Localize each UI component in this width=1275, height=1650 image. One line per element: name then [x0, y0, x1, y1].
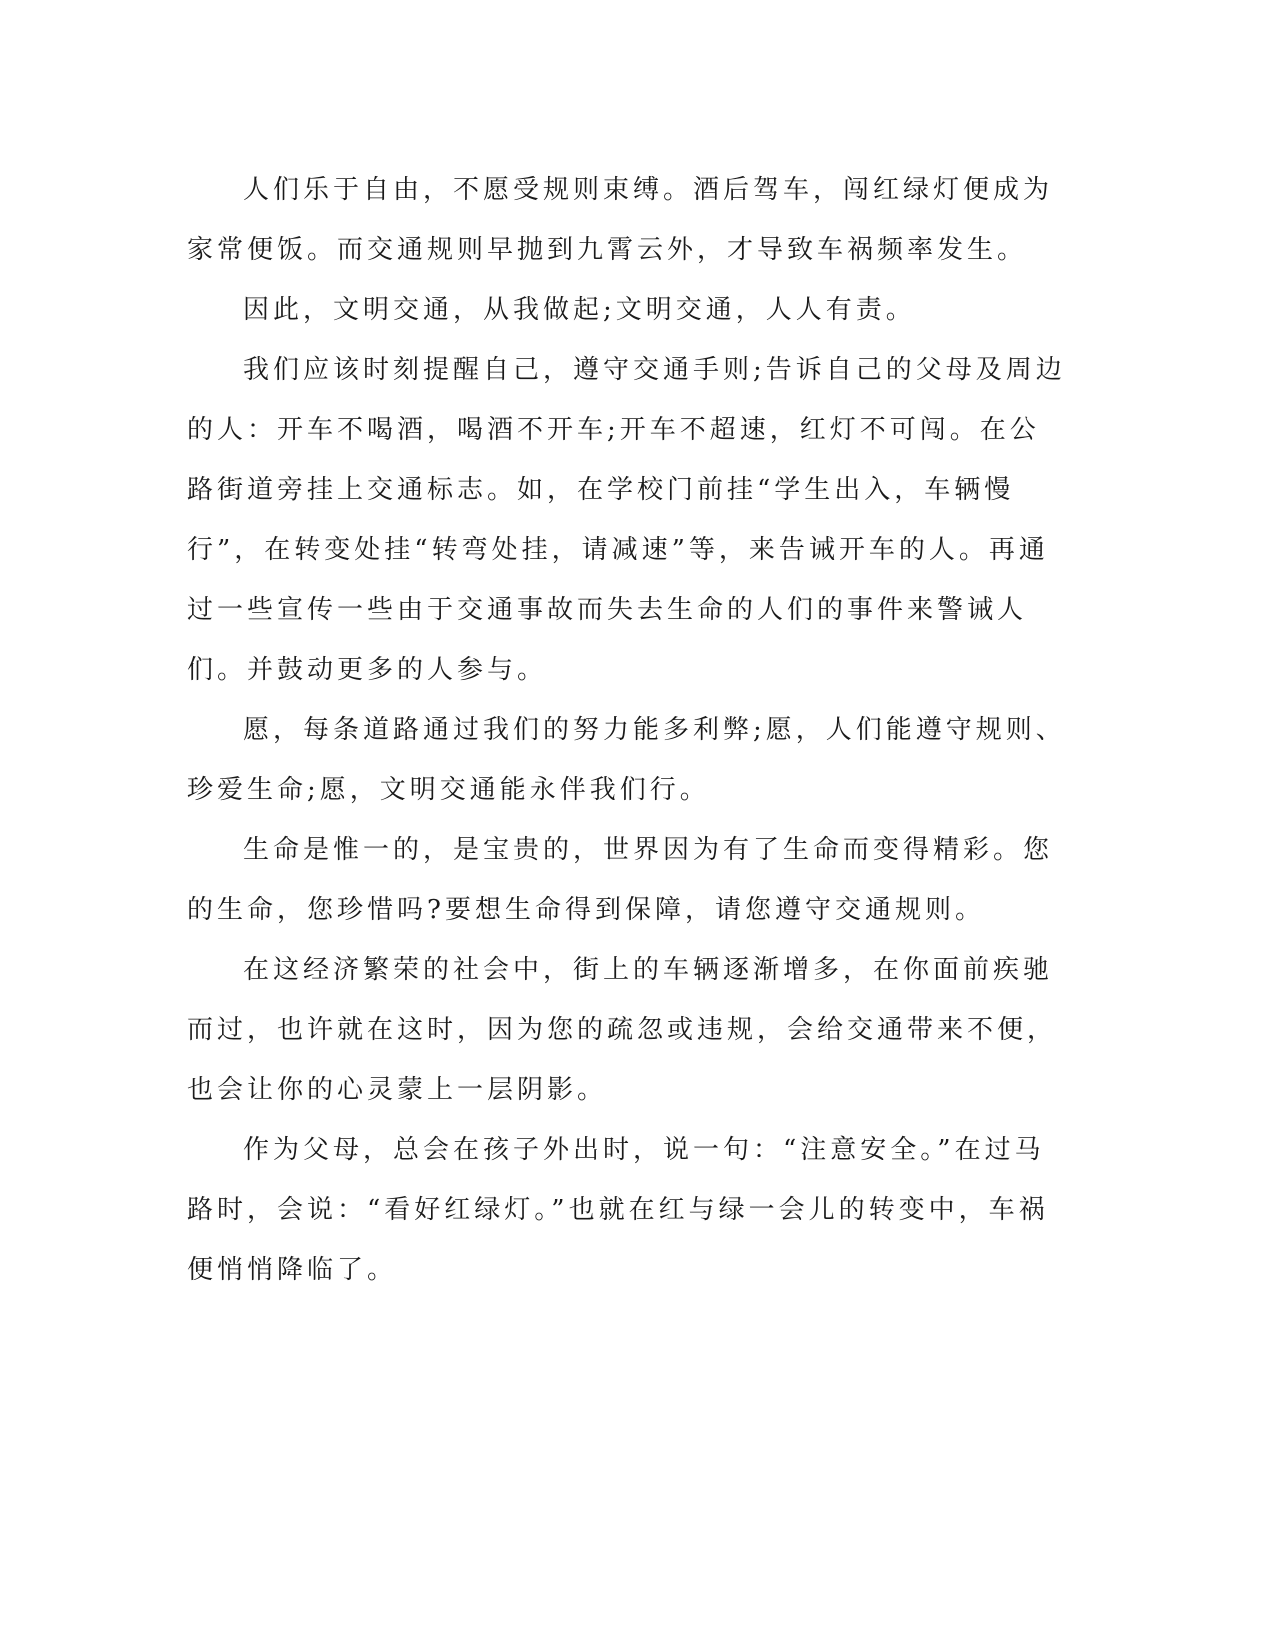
document-body: [187, 160, 1067, 1300]
paragraph-2: 因此，文明交通，从我做起;文明交通，人人有责。: [243, 295, 916, 325]
paragraph-1: 人们乐于自由，不愿受规则束缚。酒后驾车，闯红绿灯便成为家常便饭。而交通规则早抛到九霄云外，才导致车祸频率发生。: [187, 175, 1054, 265]
paragraph-5: 生命是惟一的，是宝贵的，世界因为有了生命而变得精彩。您的生命，您珍惜吗?要想生命得到保障，请您遵守交通规则。: [187, 835, 1054, 925]
paragraph-7: 作为父母，总会在孩子外出时，说一句：“注意安全。”在过马路时，会说：“看好红绿灯。”也就在红与绿一会儿的转变中，车祸便悄悄降临了。: [187, 1135, 1049, 1285]
paragraph-3: 我们应该时刻提醒自己，遵守交通手则;告诉自己的父母及周边的人：开车不喝酒，喝酒不开车;开车不超速，红灯不可闯。在公路街道旁挂上交通标志。如，在学校门前挂“学生出入，车辆慢行”，在转变处挂“转弯处挂，请减速”等，来告诫开车的人。再通过一些宣传一些由于交通事故而失去生命的人们的事件来警诫人们。并鼓动更多的人参与。: [187, 355, 1066, 685]
paragraph-4: 愿，每条道路通过我们的努力能多利弊;愿，人们能遵守规则、珍爱生命;愿，文明交通能永伴我们行。: [187, 715, 1066, 805]
paragraph-6: 在这经济繁荣的社会中，街上的车辆逐渐增多，在你面前疾驰而过，也许就在这时，因为您的疏忽或违规，会给交通带来不便，也会让你的心灵蒙上一层阴影。: [187, 955, 1058, 1105]
